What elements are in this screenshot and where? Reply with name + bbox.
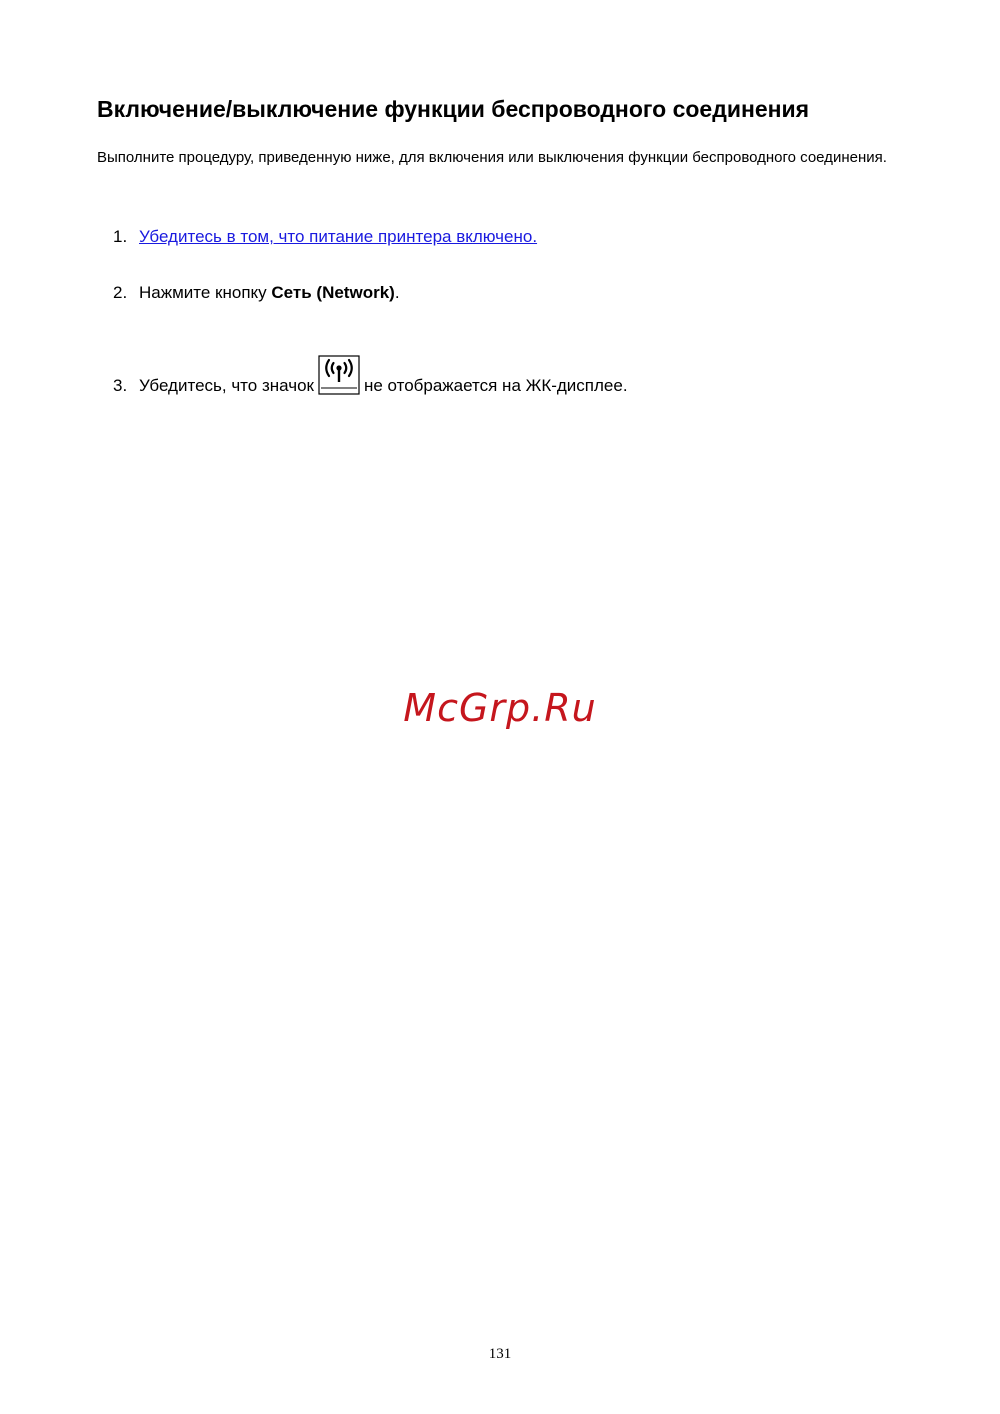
step-text: Нажмите кнопку <box>139 283 272 302</box>
step-number: 2. <box>113 283 128 302</box>
step-number: 3. <box>113 376 128 395</box>
page-number: 131 <box>488 1346 512 1362</box>
network-button-label: Сеть (Network) <box>271 283 395 302</box>
watermark: McGrp.Ru <box>403 686 597 730</box>
step-3 <box>113 355 628 399</box>
step-number: 1. <box>113 227 128 246</box>
wifi-antenna-icon <box>318 355 360 395</box>
step-text-end: . <box>394 283 400 302</box>
step-text: Убедитесь, что значок <box>139 376 314 395</box>
step-2 <box>113 280 400 306</box>
printer-power-link[interactable]: Убедитесь в том, что питание принтера включено. <box>139 227 538 246</box>
page-title: Включение/выключение функции беспроводного соединения <box>97 96 810 122</box>
step-text-end: не отображается на ЖК-дисплее. <box>363 376 628 395</box>
step-1 <box>113 224 537 250</box>
intro-paragraph: Выполните процедуру, приведенную ниже, для включения или выключения функции беспроводного соединения. <box>97 149 887 166</box>
